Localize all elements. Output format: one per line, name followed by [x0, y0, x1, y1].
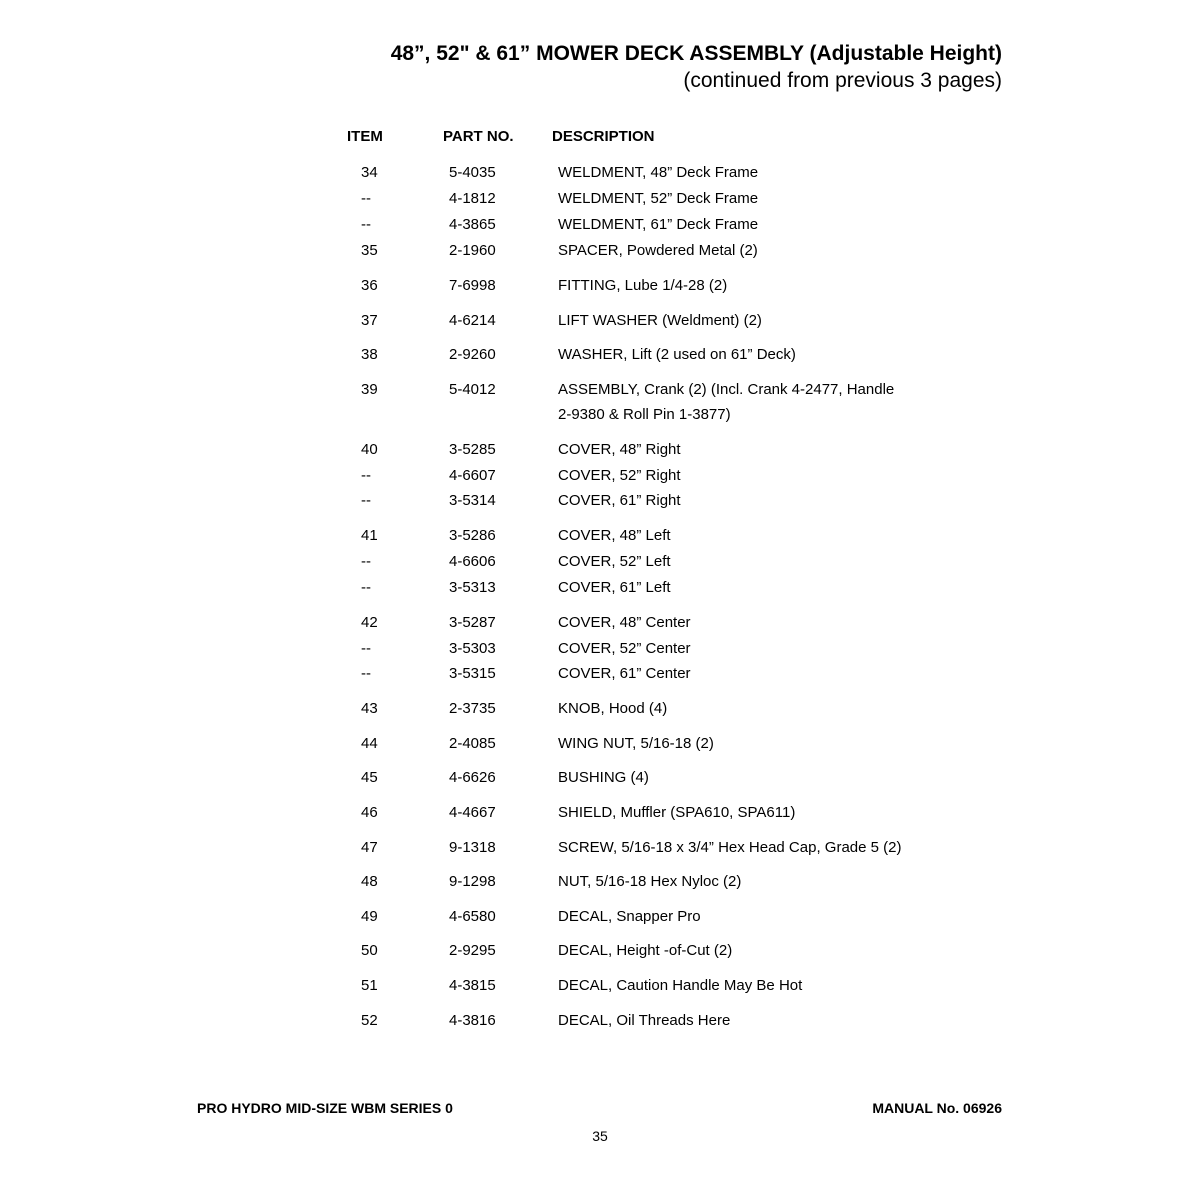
part-number: 2-9295	[449, 942, 496, 959]
part-number: 4-6580	[449, 908, 496, 925]
part-description: DECAL, Caution Handle May Be Hot	[558, 977, 803, 994]
table-row	[0, 440, 1200, 460]
item-number: 40	[361, 441, 378, 458]
item-number: 51	[361, 977, 378, 994]
part-number: 3-5314	[449, 492, 496, 509]
item-number: 37	[361, 312, 378, 329]
part-description: COVER, 48” Left	[558, 527, 671, 544]
table-row	[0, 639, 1200, 659]
part-number: 4-6626	[449, 769, 496, 786]
item-number: 48	[361, 873, 378, 890]
part-number: 5-4035	[449, 164, 496, 181]
item-number: --	[361, 640, 371, 657]
item-number: --	[361, 553, 371, 570]
part-description: COVER, 48” Right	[558, 441, 681, 458]
part-description: COVER, 52” Center	[558, 640, 691, 657]
part-number: 4-3816	[449, 1012, 496, 1029]
part-number: 3-5315	[449, 665, 496, 682]
item-number: 52	[361, 1012, 378, 1029]
table-row	[0, 872, 1200, 892]
item-number: --	[361, 579, 371, 596]
part-number: 2-3735	[449, 700, 496, 717]
item-number: 34	[361, 164, 378, 181]
item-number: 36	[361, 277, 378, 294]
table-row	[0, 276, 1200, 296]
part-number: 4-1812	[449, 190, 496, 207]
part-description: WELDMENT, 48” Deck Frame	[558, 164, 759, 181]
part-description: NUT, 5/16-18 Hex Nyloc (2)	[558, 873, 742, 890]
item-number: --	[361, 665, 371, 682]
page-subtitle: (continued from previous 3 pages)	[683, 69, 1002, 92]
table-row	[0, 189, 1200, 209]
table-row	[0, 163, 1200, 183]
part-description: FITTING, Lube 1/4-28 (2)	[558, 277, 728, 294]
table-row	[0, 380, 1200, 400]
table-row	[0, 466, 1200, 486]
item-number: 46	[361, 804, 378, 821]
part-description: DECAL, Height -of-Cut (2)	[558, 942, 733, 959]
footer-series: PRO HYDRO MID-SIZE WBM SERIES 0	[197, 1100, 453, 1116]
part-description: SHIELD, Muffler (SPA610, SPA611)	[558, 804, 796, 821]
item-number: 47	[361, 839, 378, 856]
item-number: 42	[361, 614, 378, 631]
item-number: 50	[361, 942, 378, 959]
table-row	[0, 664, 1200, 684]
part-description: KNOB, Hood (4)	[558, 700, 668, 717]
part-number: 3-5303	[449, 640, 496, 657]
item-number: 38	[361, 346, 378, 363]
column-header-description: DESCRIPTION	[552, 128, 655, 145]
part-description: BUSHING (4)	[558, 769, 649, 786]
item-number: 35	[361, 242, 378, 259]
part-number: 2-1960	[449, 242, 496, 259]
table-row	[0, 1011, 1200, 1031]
table-row	[0, 838, 1200, 858]
part-description: ASSEMBLY, Crank (2) (Incl. Crank 4-2477, Handle	[558, 381, 895, 398]
footer-manual-number: MANUAL No. 06926	[872, 1100, 1002, 1116]
table-row	[0, 526, 1200, 546]
part-description: LIFT WASHER (Weldment) (2)	[558, 312, 762, 329]
part-number: 4-6214	[449, 312, 496, 329]
page-title: 48”, 52" & 61” MOWER DECK ASSEMBLY (Adjustable Height)	[390, 42, 1002, 65]
table-row	[0, 215, 1200, 235]
item-number: 43	[361, 700, 378, 717]
part-number: 5-4012	[449, 381, 496, 398]
part-number: 7-6998	[449, 277, 496, 294]
part-number: 4-3815	[449, 977, 496, 994]
table-row	[0, 345, 1200, 365]
table-row	[0, 699, 1200, 719]
part-description: SCREW, 5/16-18 x 3/4” Hex Head Cap, Grade 5 (2)	[558, 839, 902, 856]
item-number: 49	[361, 908, 378, 925]
table-row	[0, 803, 1200, 823]
part-description: WELDMENT, 61” Deck Frame	[558, 216, 759, 233]
part-number: 9-1298	[449, 873, 496, 890]
part-number: 3-5285	[449, 441, 496, 458]
part-description: SPACER, Powdered Metal (2)	[558, 242, 758, 259]
table-row	[0, 241, 1200, 261]
part-number: 3-5313	[449, 579, 496, 596]
item-number: 39	[361, 381, 378, 398]
part-description: COVER, 52” Left	[558, 553, 671, 570]
part-number: 4-6606	[449, 553, 496, 570]
item-number: 41	[361, 527, 378, 544]
table-row	[0, 613, 1200, 633]
part-number: 2-9260	[449, 346, 496, 363]
part-number: 4-6607	[449, 467, 496, 484]
part-number: 4-3865	[449, 216, 496, 233]
item-number: --	[361, 467, 371, 484]
part-number: 9-1318	[449, 839, 496, 856]
table-row	[0, 311, 1200, 331]
table-row	[0, 768, 1200, 788]
table-row	[0, 976, 1200, 996]
table-row	[0, 552, 1200, 572]
part-description: WELDMENT, 52” Deck Frame	[558, 190, 759, 207]
part-number: 3-5287	[449, 614, 496, 631]
table-row	[0, 907, 1200, 927]
item-number: --	[361, 216, 371, 233]
table-row	[0, 578, 1200, 598]
item-number: --	[361, 190, 371, 207]
part-description: 2-9380 & Roll Pin 1-3877)	[558, 406, 731, 423]
table-row	[0, 734, 1200, 754]
item-number: 45	[361, 769, 378, 786]
part-description: COVER, 61” Right	[558, 492, 681, 509]
column-header-part-no: PART NO.	[443, 128, 514, 145]
part-description: DECAL, Snapper Pro	[558, 908, 701, 925]
part-number: 4-4667	[449, 804, 496, 821]
table-row	[0, 491, 1200, 511]
part-description: COVER, 61” Center	[558, 665, 691, 682]
part-description: COVER, 61” Left	[558, 579, 671, 596]
part-description: WING NUT, 5/16-18 (2)	[558, 735, 714, 752]
part-description: DECAL, Oil Threads Here	[558, 1012, 731, 1029]
item-number: --	[361, 492, 371, 509]
part-description: WASHER, Lift (2 used on 61” Deck)	[558, 346, 796, 363]
part-number: 2-4085	[449, 735, 496, 752]
table-row	[0, 405, 1200, 425]
table-row	[0, 941, 1200, 961]
part-description: COVER, 52” Right	[558, 467, 681, 484]
part-number: 3-5286	[449, 527, 496, 544]
column-header-item: ITEM	[347, 128, 383, 145]
item-number: 44	[361, 735, 378, 752]
part-description: COVER, 48” Center	[558, 614, 691, 631]
page-number: 35	[592, 1128, 608, 1144]
